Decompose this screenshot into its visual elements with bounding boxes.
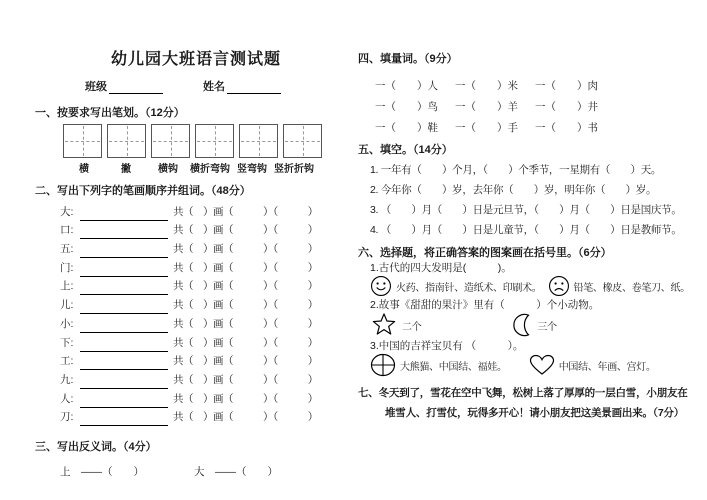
fill-blank-item: 2. 今年你（ ）岁，去年你（ ）岁，明年你（ ）岁。 bbox=[370, 184, 657, 196]
stroke-order-row bbox=[35, 314, 357, 333]
measure-word-item: 一（ ）鞋 bbox=[375, 122, 438, 134]
stroke-label: 横 bbox=[79, 164, 89, 175]
stroke-practice-box bbox=[239, 124, 278, 158]
section3-heading: 三、写出反义词。（4分） bbox=[35, 441, 157, 454]
row-counts: 共（ ）画（ ）（ ） bbox=[173, 336, 318, 349]
antonym-items bbox=[60, 464, 357, 479]
row-character: 人: bbox=[60, 392, 74, 405]
measure-word-item: 一（ ）米 bbox=[455, 80, 518, 92]
sad-face-icon bbox=[548, 275, 570, 297]
row-counts: 共（ ）画（ ）（ ） bbox=[173, 392, 318, 405]
answer-blank bbox=[80, 318, 168, 333]
row-counts: 共（ ）画（ ）（ ） bbox=[173, 411, 318, 424]
fill-blank-item: 1. 一年有（ ）个月，（ ）个季节，一星期有（ ）天。 bbox=[370, 164, 662, 176]
question-2: 2.故事《甜甜的果汁》里有（ ）个小动物。 bbox=[370, 299, 600, 311]
class-blank bbox=[109, 81, 163, 94]
section2-heading: 二、写出下列字的笔画顺序并组词。（48分） bbox=[35, 185, 251, 197]
option-label: 铅笔、橡皮、卷笔刀、纸。 bbox=[573, 282, 690, 294]
row-counts: 共（ ）画（ ）（ ） bbox=[173, 373, 318, 386]
left-column bbox=[35, 0, 357, 479]
name-label: 姓名 bbox=[203, 81, 225, 93]
page-title: 幼儿园大班语言测试题 bbox=[110, 51, 281, 68]
row-character: 儿: bbox=[60, 299, 74, 312]
stroke-practice-box bbox=[195, 124, 234, 158]
row-counts: 共（ ）画（ ）（ ） bbox=[173, 280, 318, 293]
question-3: 3.中国的吉祥宝贝有 （ ）。 bbox=[370, 340, 524, 352]
row-character: 工: bbox=[60, 355, 74, 368]
stroke-practice-boxes bbox=[63, 124, 357, 158]
header-meta bbox=[85, 78, 357, 94]
answer-blank bbox=[80, 393, 168, 408]
antonym-item: 大 ——（ ） bbox=[194, 466, 278, 479]
measure-word-item: 一（ ）井 bbox=[535, 101, 598, 113]
measure-word-item: 一（ ）肉 bbox=[535, 80, 598, 92]
name-blank bbox=[227, 81, 281, 94]
section7-line1: 七、冬天到了，雪花在空中飞舞，松树上落了厚厚的一层白雪，小朋友在 bbox=[358, 387, 688, 399]
stroke-order-row bbox=[35, 370, 357, 389]
answer-blank bbox=[80, 355, 168, 370]
stroke-order-rows bbox=[35, 202, 357, 426]
answer-blank bbox=[80, 374, 168, 389]
row-counts: 共（ ）画（ ）（ ） bbox=[173, 317, 318, 330]
row-character: 大: bbox=[60, 205, 74, 218]
stroke-order-row bbox=[35, 258, 357, 277]
fill-blank-item: 4. （ ）月（ ）日是儿童节，（ ）月（ ）日是教师节。 bbox=[370, 224, 682, 236]
heart-icon bbox=[529, 354, 555, 376]
answer-blank bbox=[80, 411, 168, 426]
option-label: 大熊猫、中国结、福娃。 bbox=[400, 361, 507, 373]
section5-heading: 五、填空。（14分） bbox=[358, 144, 453, 156]
answer-blank bbox=[80, 299, 168, 314]
section7-line2: 堆雪人、打雪仗，玩得多开心！请小朋友把这美景画出来。（7分） bbox=[385, 407, 685, 419]
stroke-label: 竖折折钩 bbox=[274, 164, 314, 175]
section4-heading: 四、填量词。（9分） bbox=[358, 53, 458, 65]
star-icon bbox=[370, 312, 398, 338]
stroke-labels bbox=[63, 160, 357, 175]
section6-heading: 六、选择题，将正确答案的图案画在括号里。（6分） bbox=[358, 247, 612, 259]
stroke-label: 横钩 bbox=[158, 164, 178, 175]
stroke-label: 撇 bbox=[121, 164, 131, 175]
stroke-order-row bbox=[35, 333, 357, 352]
answer-blank bbox=[80, 243, 168, 258]
stroke-order-row bbox=[35, 408, 357, 427]
row-counts: 共（ ）画（ ）（ ） bbox=[173, 299, 318, 312]
measure-word-item: 一（ ）人 bbox=[375, 80, 438, 92]
option-label: 中国结、年画、宫灯。 bbox=[558, 361, 656, 373]
row-character: 五: bbox=[60, 243, 74, 256]
stroke-order-row bbox=[35, 389, 357, 408]
smiley-face-icon bbox=[370, 275, 392, 297]
row-character: 上: bbox=[60, 280, 74, 293]
row-character: 口: bbox=[60, 224, 74, 237]
answer-blank bbox=[80, 280, 168, 295]
row-character: 九: bbox=[60, 373, 74, 386]
moon-icon bbox=[513, 313, 533, 337]
option-label: 二个 bbox=[402, 321, 422, 333]
row-counts: 共（ ）画（ ）（ ） bbox=[173, 205, 318, 218]
measure-word-item: 一（ ）手 bbox=[455, 122, 518, 134]
stroke-practice-box bbox=[63, 124, 102, 158]
stroke-practice-box bbox=[283, 124, 322, 158]
stroke-order-row bbox=[35, 277, 357, 296]
stroke-practice-box bbox=[151, 124, 190, 158]
measure-word-item: 一（ ）羊 bbox=[455, 101, 518, 113]
class-label: 班级 bbox=[85, 81, 107, 93]
row-counts: 共（ ）画（ ）（ ） bbox=[173, 355, 318, 368]
stroke-label: 竖弯钩 bbox=[237, 164, 267, 175]
section7 bbox=[358, 383, 703, 423]
crossed-circle-icon bbox=[370, 353, 396, 377]
right-column bbox=[358, 0, 703, 423]
answer-blank bbox=[80, 206, 168, 221]
question-2-options bbox=[370, 312, 703, 338]
antonym-item: 上 ——（ ） bbox=[60, 466, 144, 479]
answer-blank bbox=[80, 337, 168, 352]
measure-word-item: 一（ ）书 bbox=[535, 122, 598, 134]
stroke-order-row bbox=[35, 202, 357, 221]
measure-word-item: 一（ ）鸟 bbox=[375, 101, 438, 113]
answer-blank bbox=[80, 224, 168, 239]
question-3-options bbox=[370, 353, 703, 377]
row-character: 门: bbox=[60, 261, 74, 274]
option-label: 三个 bbox=[537, 321, 557, 333]
row-character: 小: bbox=[60, 317, 74, 330]
section1-heading: 一、按要求写出笔划。（12分） bbox=[35, 107, 185, 119]
stroke-practice-box bbox=[107, 124, 146, 158]
row-counts: 共（ ）画（ ）（ ） bbox=[173, 224, 318, 237]
stroke-order-row bbox=[35, 221, 357, 240]
question-1: 1.古代的四大发明是( )。 bbox=[370, 262, 512, 274]
stroke-order-row bbox=[35, 352, 357, 371]
row-counts: 共（ ）画（ ）（ ） bbox=[173, 261, 318, 274]
stroke-order-row bbox=[35, 295, 357, 314]
question-1-options bbox=[370, 275, 703, 297]
answer-blank bbox=[80, 262, 168, 277]
row-character: 刀: bbox=[60, 411, 74, 424]
row-counts: 共（ ）画（ ）（ ） bbox=[173, 243, 318, 256]
stroke-label: 横折弯钩 bbox=[190, 164, 230, 175]
row-character: 下: bbox=[60, 336, 74, 349]
measure-word-grid bbox=[375, 78, 703, 132]
stroke-order-row bbox=[35, 239, 357, 258]
option-label: 火药、指南针、造纸术、印刷术。 bbox=[396, 282, 542, 294]
fill-blank-item: 3. （ ）月（ ）日是元旦节，（ ）月（ ）日是国庆节。 bbox=[370, 204, 682, 216]
fill-blank-items bbox=[370, 160, 703, 240]
